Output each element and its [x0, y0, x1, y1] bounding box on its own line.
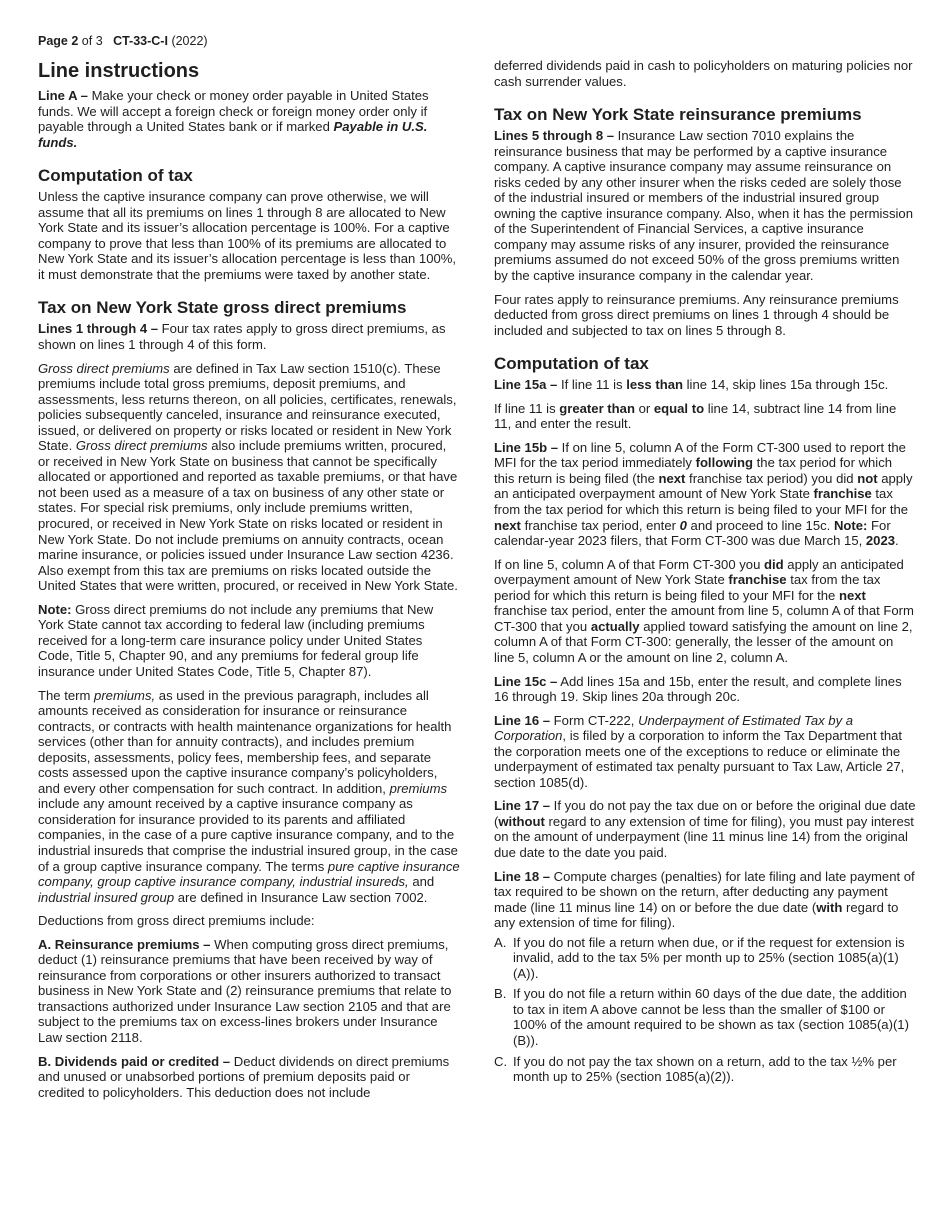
line-15b2-text-4: franchise tax period, enter the amount from line 5, column A of that Form CT-300 that you: [494, 603, 914, 634]
list-item-text: If you do not pay the tax shown on a return, add to the tax ½% per month up to 25% (section 1085(a)(2)).: [513, 1053, 897, 1085]
lines-1-4-paragraph: [38, 321, 460, 352]
line-16-text-2: , is filed by a corporation to inform the Tax Department that the corporation meets one of the exceptions to reduce or eliminate the underpayment of estimated tax penalty pursuant to Tax Law, Article 27, section 1085(d).: [494, 728, 905, 790]
line-15b-text-9: .: [895, 533, 899, 549]
line-15b-text-6: franchise tax period, enter: [520, 517, 680, 533]
line-15b-text-4: apply an anticipated overpayment amount of New York State: [494, 470, 913, 502]
left-column: [38, 58, 460, 1108]
line-16-text-1: Form CT-222,: [550, 712, 639, 728]
line-15a2-bold-2: equal to: [653, 400, 705, 416]
line-15b-bold-4: franchise: [813, 486, 872, 502]
line-18-label: Line 18 –: [494, 868, 551, 884]
line-15b-bold-3: not: [857, 470, 878, 486]
deduction-b-text: Deduct dividends on direct premiums and unused or unabsorbed portions of premium deposits paid or credited to policyholders. This deduction does not include: [38, 1053, 450, 1100]
line-15c-label: Line 15c –: [494, 673, 558, 689]
premiums-term-paragraph: [38, 688, 460, 906]
line-a-text: Make your check or money order payable in United States funds. We will accept a foreign check or foreign money order only if payable through a United States bank or if marked: [38, 88, 429, 135]
gross-direct-heading: Tax on New York State gross direct premiums: [38, 298, 407, 318]
page-header: [38, 34, 208, 48]
def-text-2: also include premiums written, procured, or received in New York State on business that cannot be specifically allocated or apportioned and reported as taxable premiums, or that have not been used as a measure of a tax on business of any other state or states. For special risk premiums, only include premiums written, procured, or received in New York State on risks located or resident in New York State. Do not include premiums on annuity contracts, ocean marine insurance, or policies issued under Insurance Law section 4236. Also exempt from this tax are premiums on risks located outside the United States that were written, procured, or received in New York State.: [38, 438, 458, 594]
page-title: Line instructions: [38, 60, 200, 82]
line-15a-label: Line 15a –: [494, 377, 558, 393]
line-18-paragraph: [494, 869, 916, 931]
line-15a2-bold-1: greater than: [559, 400, 635, 416]
line-15b-bold-1: following: [695, 455, 754, 471]
note-label: Note:: [38, 601, 72, 617]
lines-5-8-label: Lines 5 through 8 –: [494, 128, 615, 144]
list-item-text: If you do not file a return when due, or if the request for extension is invalid, add to the tax 5% per month up to 25% (section 1085(a)(1)(A)).: [513, 934, 905, 981]
line-15b-note: Note:: [833, 517, 868, 533]
line-15c-text: Add lines 15a and 15b, enter the result, and complete lines 16 through 19. Skip lines 20a through 20c.: [494, 673, 902, 705]
right-column: [494, 58, 916, 1090]
list-item: [494, 1054, 916, 1085]
term-text-c: include any amount received by a captive insurance company as consideration for insurance provided to its parents and affiliated companies, in the case of a pure captive insurance company, and to the industrial insureds that comprise the industrial insured group, in the case of a group captive insurance company. The terms: [38, 796, 458, 874]
line-15b-text-3: franchise tax period) you did: [685, 470, 858, 486]
note-text: Gross direct premiums do not include any premiums that New York State cannot tax according to federal law (including premiums received for a long-term care insurance policy under United States Code, Title 5, Chapter 90, and any premiums for federal group life insurance under United States Code, Title 5, Chapter 87).: [38, 601, 434, 679]
line-15b-text-5: tax from the tax period for which this return is being filed to your MFI for the: [494, 486, 909, 518]
line-15b-text-1: If on line 5, column A of the Form CT-300 used to report the MFI for the tax period immediately: [494, 439, 906, 471]
line-17-paragraph: [494, 798, 916, 860]
continued-text: deferred dividends paid in cash to policyholders on maturing policies nor cash surrender values.: [494, 58, 913, 89]
line-a-label: Line A –: [38, 88, 88, 103]
list-item-letter: C.: [494, 1053, 508, 1069]
note-paragraph: [38, 602, 460, 680]
line-15a2-text-2: or: [634, 400, 654, 416]
line-15a2-text-1: If line 11 is: [494, 400, 560, 416]
line-15a-paragraph-2: [494, 401, 916, 432]
def-text-1: are defined in Tax Law section 1510(c). These premiums include total gross premiums, deposit premiums, and assessments, less returns thereon, on all policies, certificates, renewals, policies subsequently canceled, insurance and reinsurance executed, issued, or delivered on property or risks located or resident in New York State.: [38, 360, 457, 454]
line-15a-text-2: line 14, skip lines 15a through 15c.: [683, 377, 889, 393]
line-15b2-text-2: apply an anticipated overpayment amount of New York State: [494, 556, 904, 588]
term-premiums-2: premiums: [389, 780, 448, 796]
term-text-d: are defined in Insurance Law section 7002.: [174, 889, 428, 905]
gross-direct-definition: [38, 361, 460, 594]
deduction-b-label: B. Dividends paid or credited –: [38, 1053, 231, 1069]
line-15a-text-1: If line 11 is: [557, 377, 627, 393]
line-a-paragraph: [38, 88, 460, 150]
computation-text: Unless the captive insurance company can prove otherwise, we will assume that all its premiums on lines 1 through 8 are allocated to New York State and its issuer’s allocation percentage is 100%. For a captive company to prove that less than 100% of its premiums are allocated to New York State and its issuer’s allocation percentage is less than 100%, it must demonstrate that the premiums were taxed by another state.: [38, 189, 457, 282]
line-17-label: Line 17 –: [494, 798, 551, 814]
deductions-intro: Deductions from gross direct premiums include:: [38, 913, 315, 929]
form-year: (2022): [171, 34, 208, 48]
line-15b2-bold-2: franchise: [728, 572, 787, 588]
lines-1-4-text: Four tax rates apply to gross direct premiums, as shown on lines 1 through 4 of this form.: [38, 321, 446, 353]
penalty-list: [494, 935, 916, 1085]
line-15b-paragraph: [494, 440, 916, 549]
list-item: [494, 986, 916, 1048]
reinsurance-rates-paragraph: Four rates apply to reinsurance premiums. Any reinsurance premiums deducted from gross direct premiums on lines 1 through 4 should be included and subjected to tax on lines 5 through 8.: [494, 291, 899, 338]
term-list: pure captive insurance company, group captive insurance company, industrial insureds,: [38, 858, 460, 890]
line-15b-zero: 0: [679, 517, 687, 533]
line-17-bold-1: without: [498, 813, 545, 829]
list-item: [494, 935, 916, 982]
line-18-text-2: regard to any extension of time for filing).: [494, 899, 899, 931]
line-15b2-text-5: applied toward satisfying the amount on line 2, column A of that Form CT-300: generally, the lesser of the amount on line 5, column A or the amount on line 2, column A.: [494, 618, 913, 665]
page-count: of 3: [81, 34, 103, 48]
term-text-a: The term: [38, 687, 95, 703]
line-15a-bold-1: less than: [626, 377, 683, 393]
form-id: CT-33-C-I: [113, 34, 168, 48]
lines-5-8-text: Insurance Law section 7010 explains the reinsurance business that may be performed by a captive insurance company. A captive insurance company may assume reinsurance on risks ceded by any other insurer when the risks ceded are solely those of the industrial insured or members of the industrial insured group owning the captive insurance company. Also, when it has the permission of the Superintendent of Financial Services, a captive insurance company may assume risks of any insurer, provided the reinsurance premiums assumed do not exceed 50% of the gross premiums written by the captive insurance company in the calendar year.: [494, 128, 913, 284]
line-15b-year: 2023: [865, 533, 896, 549]
line-15b2-bold-1: did: [764, 556, 784, 572]
term-text-b: as used in the previous paragraph, includes all amounts received as consideration for insurance or reinsurance contracts, or contracts with health maintenance organizations for health services (other than for annuity contracts), and includes premium deposits, assessments, policy fees, membership fees, and separate costs assessed upon the captive insurance company’s policyholders, and every other compensation for such contract. In addition,: [38, 687, 452, 796]
computation-heading-left: Computation of tax: [38, 166, 193, 186]
line-16-paragraph: [494, 713, 916, 791]
line-15a2-text-3: line 14, subtract line 14 from line 11, and enter the result.: [494, 400, 897, 432]
line-16-form-title: Underpayment of Estimated Tax by a Corporation: [494, 712, 854, 744]
reinsurance-heading: Tax on New York State reinsurance premiums: [494, 105, 862, 125]
line-18-bold-1: with: [816, 899, 843, 915]
line-15b2-bold-3: next: [838, 587, 866, 603]
deduction-a-text: When computing gross direct premiums, deduct (1) reinsurance premiums that have been received by way of reinsurance from corporations or other insurers authorized to transact business in New York State and (2) reinsurance premiums that relate to transactions authorized under Insurance Law section 2105 and that are subject to the premiums tax on excess-lines brokers under Insurance Law section 2118.: [38, 936, 452, 1045]
deduction-b: [38, 1054, 460, 1101]
deduction-a-label: A. Reinsurance premiums –: [38, 936, 211, 952]
line-15b2-text-1: If on line 5, column A of that Form CT-300 you: [494, 556, 765, 572]
line-a-emphasis: Payable in U.S. funds.: [38, 119, 428, 150]
list-item-text: If you do not file a return within 60 days of the due date, the addition to tax in item A above cannot be less than the smaller of $100 or 100% of the amount required to be shown as tax (section 1085(a)(1)(B)).: [513, 986, 909, 1048]
page-label: Page 2: [38, 34, 79, 48]
term-premiums: premiums,: [94, 687, 156, 703]
line-15a-paragraph: [494, 377, 916, 393]
def-term-2: Gross direct premiums: [75, 438, 208, 454]
line-15b2-text-3: tax from the tax period for which this return is being filed to your MFI for the: [494, 572, 881, 603]
list-item-letter: B.: [494, 986, 507, 1002]
lines-1-4-label: Lines 1 through 4 –: [38, 321, 159, 337]
line-15b-paragraph-2: [494, 557, 916, 666]
deduction-a: [38, 937, 460, 1046]
line-15c-paragraph: [494, 674, 916, 705]
line-15b-label: Line 15b –: [494, 439, 559, 455]
list-item-letter: A.: [494, 934, 507, 950]
term-group: industrial insured group: [38, 889, 175, 905]
computation-heading-right: Computation of tax: [494, 354, 649, 374]
term-and: and: [408, 874, 435, 890]
lines-5-8-paragraph: [494, 128, 916, 283]
line-15b-text-2: the tax period for which this return is being filed (the: [494, 455, 893, 486]
line-15b-text-8: For calendar-year 2023 filers, that Form CT-300 was due March 15,: [494, 517, 891, 549]
line-17-text-1: If you do not pay the tax due on or before the original due date (: [494, 798, 916, 829]
line-15b-bold-5: next: [494, 517, 521, 533]
line-15b-text-7: and proceed to line 15c.: [686, 517, 834, 533]
line-15b2-bold-4: actually: [590, 618, 640, 634]
line-17-text-2: regard to any extension of time for filing), you must pay interest on the amount of underpayment (line 11 minus line 14) from the original due date to the date you paid.: [494, 813, 914, 860]
line-16-label: Line 16 –: [494, 712, 551, 728]
line-18-text-1: Compute charges (penalties) for late filing and late payment of tax required to be shown on the return, after deducting any payment made (line 11 minus line 14) on or before the due date (: [494, 868, 915, 915]
def-term: Gross direct premiums: [38, 360, 170, 376]
line-15b-bold-2: next: [658, 470, 686, 486]
